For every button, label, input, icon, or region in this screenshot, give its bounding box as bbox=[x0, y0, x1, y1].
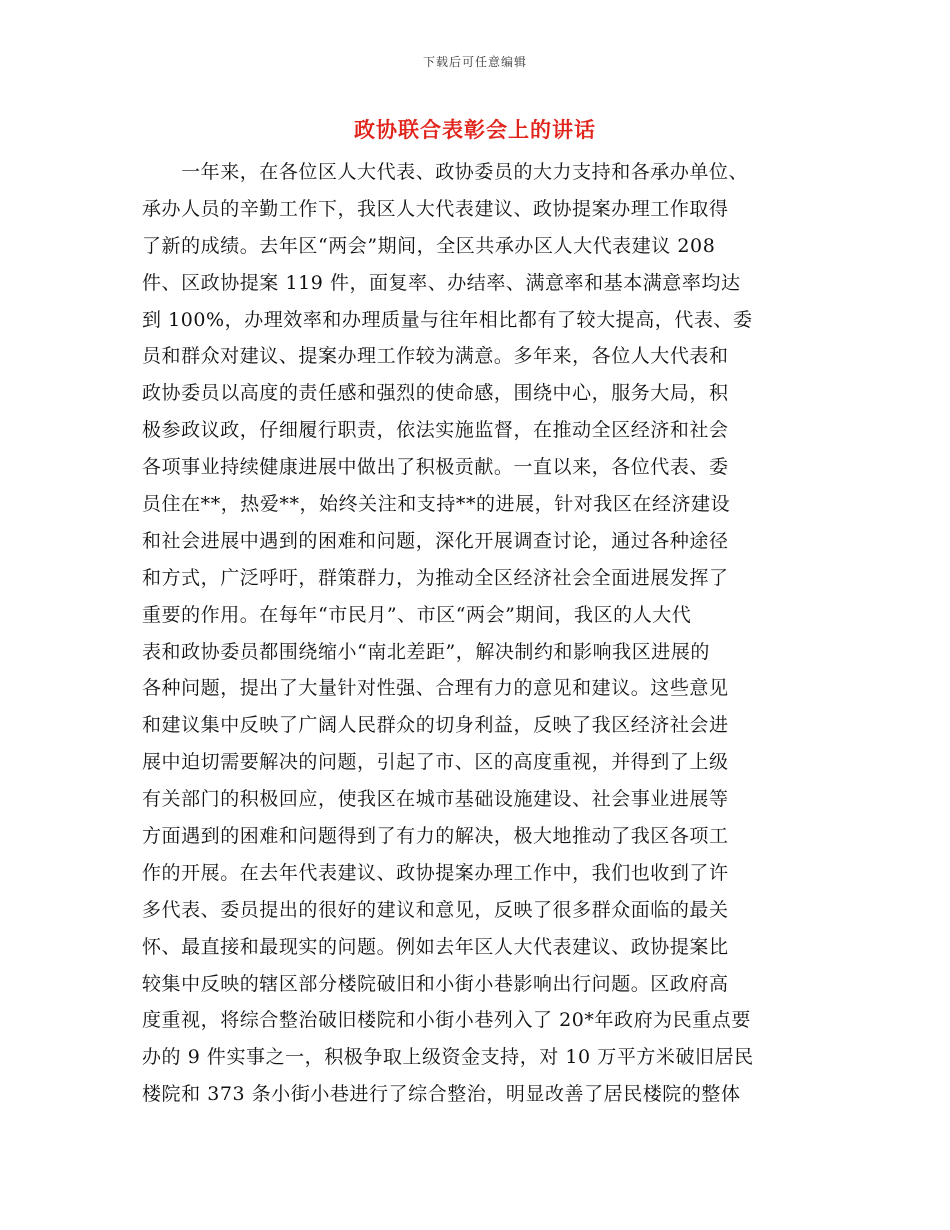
body-text-line: 展中迫切需要解决的问题，引起了市、区的高度重视，并得到了上级 bbox=[142, 751, 729, 774]
body-text-line: 一年来，在各位区人大代表、政协委员的大力支持和各承办单位、 bbox=[142, 161, 749, 183]
document-title: 政协联合表彰会上的讲话 bbox=[354, 117, 596, 142]
body-text-line: 楼院和 373 条小街小巷进行了综合整治，明显改善了居民楼院的整体 bbox=[142, 1083, 741, 1106]
body-text-line: 表和政协委员都围绕缩小“南北差距”，解决制约和影响我区进展的 bbox=[142, 640, 710, 663]
body-text-line: 和方式，广泛呼吁，群策群力，为推动全区经济社会全面进展发挥了 bbox=[142, 566, 729, 589]
body-text-line: 各种问题，提出了大量针对性强、合理有力的意见和建议。这些意见 bbox=[142, 677, 729, 700]
body-text-line: 极参政议政，仔细履行职责，依法实施监督，在推动全区经济和社会 bbox=[142, 419, 729, 442]
body-text-line: 政协委员以高度的责任感和强烈的使命感，围绕中心，服务大局，积 bbox=[142, 382, 729, 405]
body-text-line: 多代表、委员提出的很好的建议和意见，反映了很多群众面临的最关 bbox=[142, 898, 729, 921]
body-text-line: 员和群众对建议、提案办理工作较为满意。多年来，各位人大代表和 bbox=[142, 345, 729, 368]
body-text-line: 办的 9 件实事之一，积极争取上级资金支持，对 10 万平方米破旧居民 bbox=[142, 1046, 754, 1069]
body-text-line: 怀、最直接和最现实的问题。例如去年区人大代表建议、政协提案比 bbox=[142, 935, 729, 958]
header-note: 下载后可任意编辑 bbox=[422, 55, 527, 69]
body-text-line: 有关部门的积极回应，使我区在城市基础设施建设、社会事业进展等 bbox=[142, 788, 729, 811]
body-text-line: 和建议集中反映了广阔人民群众的切身利益，反映了我区经济社会进 bbox=[142, 714, 729, 737]
body-text-line: 了新的成绩。去年区“两会”期间，全区共承办区人大代表建议 208 bbox=[142, 234, 716, 257]
body-text-line: 员住在**，热爱**，始终关注和支持**的进展，针对我区在经济建设 bbox=[142, 493, 731, 516]
body-text-line: 度重视，将综合整治破旧楼院和小街小巷列入了 20*年政府为民重点要 bbox=[142, 1009, 751, 1032]
body-text-line: 和社会进展中遇到的困难和问题，深化开展调查讨论，通过各种途径 bbox=[142, 529, 729, 552]
document-body bbox=[142, 154, 804, 1113]
body-text-line: 承办人员的辛勤工作下，我区人大代表建议、政协提案办理工作取得 bbox=[142, 197, 729, 220]
body-text-line: 件、区政协提案 119 件，面复率、办结率、满意率和基本满意率均达 bbox=[142, 271, 741, 294]
body-text-line: 各项事业持续健康进展中做出了积极贡献。一直以来，各位代表、委 bbox=[142, 456, 729, 479]
body-text-line: 重要的作用。在每年“市民月”、市区“两会”期间，我区的人大代 bbox=[142, 603, 692, 626]
body-text-line: 作的开展。在去年代表建议、政协提案办理工作中，我们也收到了许 bbox=[142, 861, 729, 884]
body-text-line: 到 100%，办理效率和办理质量与往年相比都有了较大提高，代表、委 bbox=[142, 308, 753, 331]
body-text-line: 较集中反映的辖区部分楼院破旧和小街小巷影响出行问题。区政府高 bbox=[142, 972, 729, 995]
body-text-line: 方面遇到的困难和问题得到了有力的解决，极大地推动了我区各项工 bbox=[142, 825, 729, 848]
